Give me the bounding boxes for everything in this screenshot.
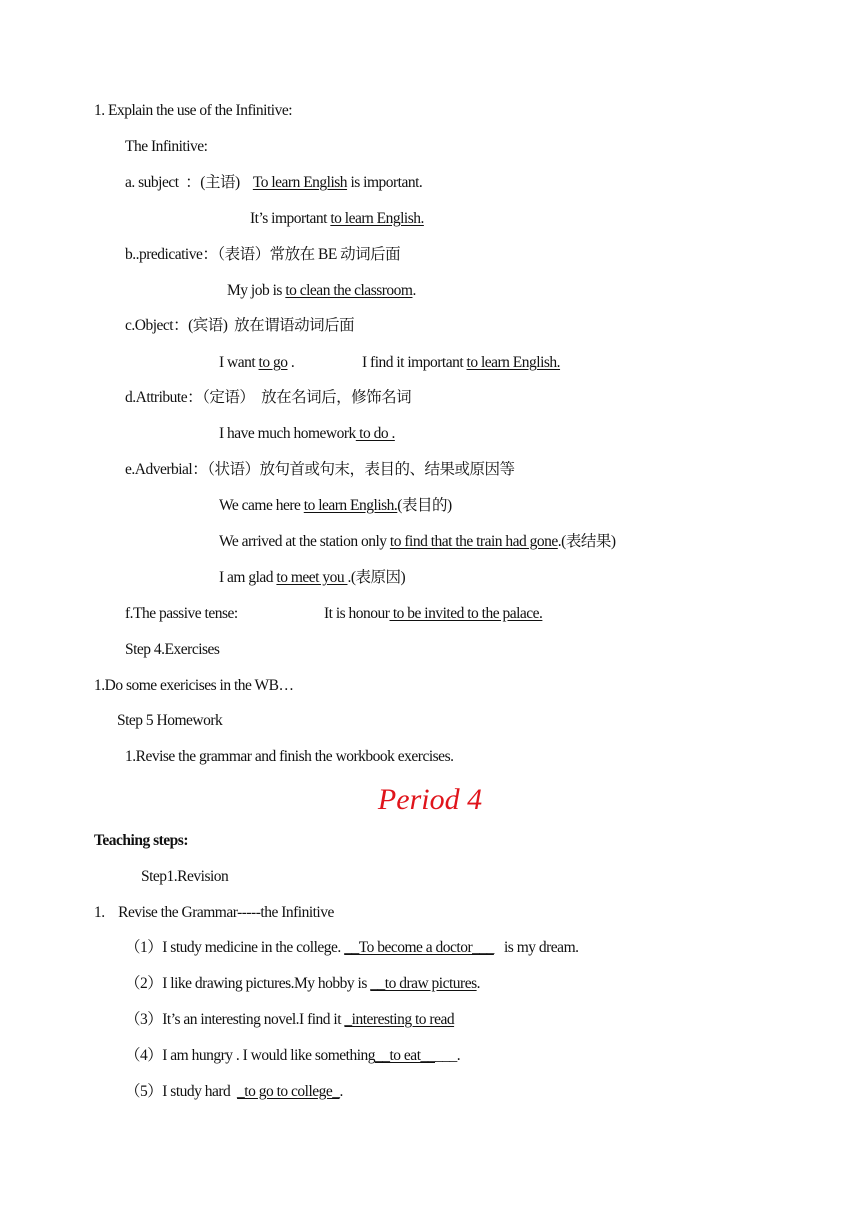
example-line: I am glad to meet you .(表原因) bbox=[219, 569, 406, 586]
period-title: Period 4 bbox=[377, 783, 483, 816]
exercise-item: （3）It’s an interesting novel.I find it _interesting to read bbox=[125, 1011, 455, 1028]
step-item: 1.Revise the grammar and finish the workbook exercises. bbox=[125, 748, 454, 765]
usage-adverbial: e.Adverbial：（状语）放句首或句末，表目的、结果或原因等 bbox=[125, 461, 515, 478]
example-line: We arrived at the station only to find that the train had gone.(表结果) bbox=[219, 533, 616, 550]
section-heading: 1. Explain the use of the Infinitive: bbox=[94, 102, 293, 119]
list-item: 1. Revise the Grammar-----the Infinitive bbox=[94, 904, 334, 921]
example-line: It’s important to learn English. bbox=[250, 210, 424, 227]
example-line: I want to go . bbox=[219, 354, 295, 371]
example-line: I have much homework to do . bbox=[219, 425, 395, 442]
step-heading: Step 5 Homework bbox=[117, 712, 223, 729]
infinitive-title: The Infinitive: bbox=[125, 138, 208, 155]
teaching-steps-heading: Teaching steps: bbox=[94, 832, 188, 849]
exercise-item: （2）I like drawing pictures.My hobby is __to draw pictures. bbox=[125, 975, 480, 992]
usage-passive: f.The passive tense: bbox=[125, 605, 238, 622]
exercise-item: （4）I am hungry . I would like something__to eat_____. bbox=[125, 1047, 461, 1064]
example-line: My job is to clean the classroom. bbox=[227, 282, 416, 299]
example-line: It is honour to be invited to the palace. bbox=[324, 605, 543, 622]
exercise-item: （5）I study hard _to go to college_. bbox=[125, 1083, 343, 1100]
usage-subject: a. subject ：(主语) To learn English is important. bbox=[125, 174, 423, 191]
usage-attribute: d.Attribute：（定语） 放在名词后，修饰名词 bbox=[125, 389, 412, 406]
example-line: We came here to learn English.(表目的) bbox=[219, 497, 452, 514]
example-line: I find it important to learn English. bbox=[362, 354, 561, 371]
usage-predicative: b..predicative：（表语）常放在 BE 动词后面 bbox=[125, 246, 401, 263]
step-heading: Step 4.Exercises bbox=[125, 641, 220, 658]
usage-object: c.Object：(宾语) 放在谓语动词后面 bbox=[125, 317, 355, 334]
exercise-item: （1）I study medicine in the college. __To become a doctor___ is my dream. bbox=[125, 939, 579, 956]
step-item: 1.Do some exericises in the WB… bbox=[94, 677, 294, 694]
step-heading: Step1.Revision bbox=[141, 868, 229, 885]
